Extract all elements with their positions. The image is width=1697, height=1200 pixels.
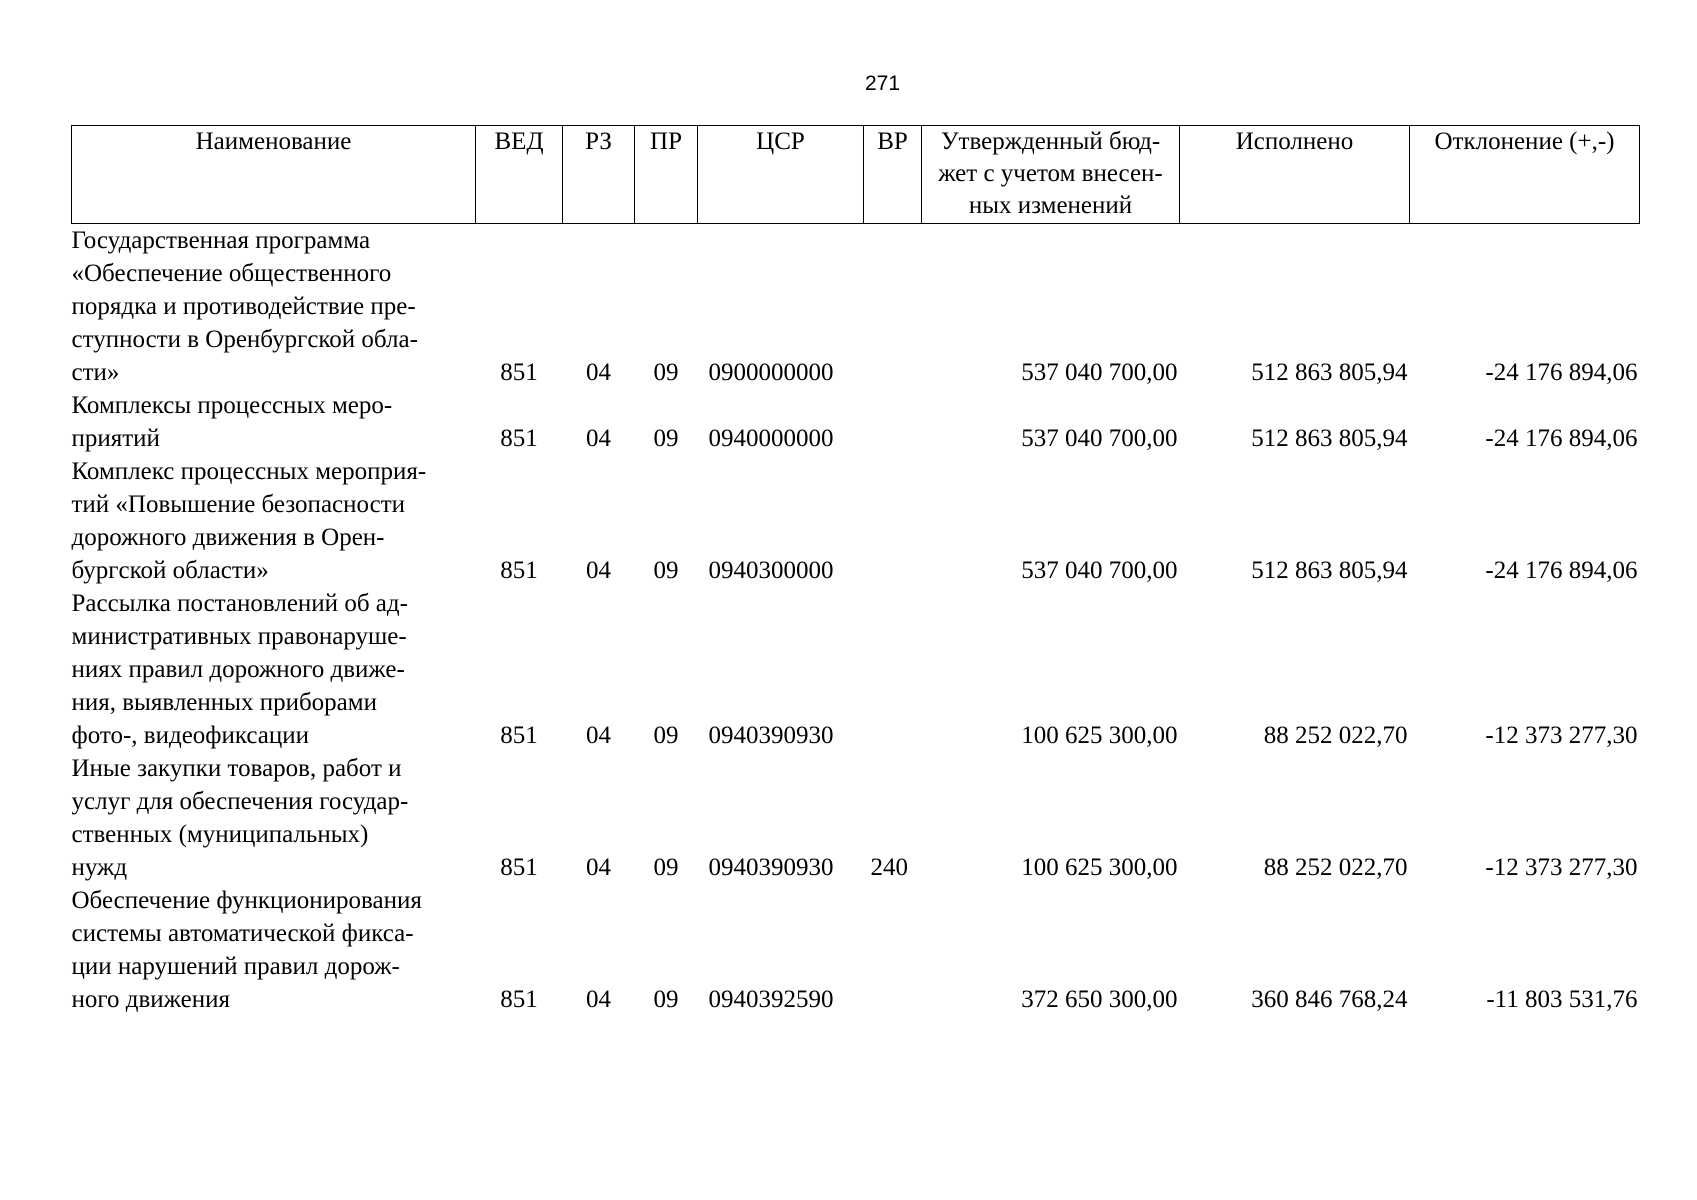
table-row [72, 587, 1640, 752]
table-row [72, 884, 1640, 1016]
row-pr: 09 [653, 557, 679, 584]
row-pr: 09 [653, 722, 679, 749]
row-csr: 0900000000 [708, 359, 834, 386]
row-name-line: ния, выявленных приборами [71, 689, 377, 716]
row-name-line: системы автоматической фикса- [71, 920, 414, 947]
row-name-line: Иные закупки товаров, работ и [71, 755, 402, 782]
row-deviation: -24 176 894,06 [1485, 425, 1638, 452]
row-approved: 537 040 700,00 [1021, 359, 1178, 386]
row-name-line: ции нарушений правил дорож- [71, 953, 400, 980]
row-pr: 09 [653, 986, 679, 1013]
row-executed: 88 252 022,70 [1263, 854, 1408, 881]
row-name [72, 224, 476, 390]
row-vr [864, 884, 922, 1016]
row-name-line: «Обеспечение общественного [71, 260, 392, 287]
row-deviation: -12 373 277,30 [1485, 854, 1638, 881]
row-name-line: порядка и противодействие пре- [71, 293, 416, 320]
row-name-line: тий «Повышение безопасности [71, 491, 406, 518]
row-deviation: -24 176 894,06 [1485, 557, 1638, 584]
row-name [72, 389, 476, 455]
header-approved-budget [922, 126, 1180, 224]
row-name-line: Комплексы процессных меро- [71, 392, 393, 419]
header-deviation: Отклонение (+,-) [1410, 126, 1640, 224]
row-ved: 851 [500, 359, 538, 386]
row-name-line: ного движения [71, 986, 230, 1013]
row-pr: 09 [653, 854, 679, 881]
table-row [72, 224, 1640, 390]
row-name-line: приятий [71, 425, 160, 452]
row-name [72, 455, 476, 587]
row-approved: 537 040 700,00 [1021, 557, 1178, 584]
row-approved: 537 040 700,00 [1021, 425, 1178, 452]
row-vr [864, 587, 922, 752]
row-ved: 851 [500, 557, 538, 584]
row-pr: 09 [653, 359, 679, 386]
row-executed: 512 863 805,94 [1251, 425, 1408, 452]
page-number: 271 [864, 72, 901, 95]
budget-execution-table [71, 125, 1640, 1016]
row-pr: 09 [653, 425, 679, 452]
row-name-line: ниях правил дорожного движе- [71, 656, 405, 683]
header-ved: ВЕД [476, 126, 563, 224]
row-ved: 851 [500, 425, 538, 452]
row-name-line: бургской области» [71, 557, 269, 584]
row-name-line: ступности в Оренбургской обла- [71, 326, 418, 353]
row-name-line: Обеспечение функционирования [71, 887, 422, 914]
row-rz: 04 [586, 986, 611, 1013]
row-name-line: сти» [71, 359, 120, 386]
row-ved: 851 [500, 986, 538, 1013]
row-vr [864, 224, 922, 390]
row-deviation: -11 803 531,76 [1486, 986, 1638, 1013]
row-csr: 0940392590 [708, 986, 834, 1013]
row-executed: 512 863 805,94 [1251, 557, 1408, 584]
row-csr: 0940390930 [708, 854, 834, 881]
row-rz: 04 [586, 557, 611, 584]
table-row [72, 752, 1640, 884]
row-name-line: министративных правонаруше- [71, 623, 407, 650]
row-vr [864, 455, 922, 587]
row-approved: 372 650 300,00 [1021, 986, 1178, 1013]
row-name-line: фото-, видеофиксации [71, 722, 310, 749]
header-approved-line-2: жет с учетом внесен- [938, 160, 1163, 187]
row-vr: 240 [870, 854, 908, 881]
row-executed: 512 863 805,94 [1251, 359, 1408, 386]
row-csr: 0940390930 [708, 722, 834, 749]
row-approved: 100 625 300,00 [1021, 722, 1178, 749]
row-csr: 0940000000 [708, 425, 834, 452]
row-deviation: -24 176 894,06 [1485, 359, 1638, 386]
row-name [72, 587, 476, 752]
row-name-line: Рассылка постановлений об ад- [71, 590, 408, 617]
header-pr: ПР [635, 126, 698, 224]
row-executed: 88 252 022,70 [1263, 722, 1408, 749]
row-name-line: ственных (муниципальных) [71, 821, 369, 848]
header-csr: ЦСР [698, 126, 864, 224]
row-executed: 360 846 768,24 [1251, 986, 1408, 1013]
row-csr: 0940300000 [708, 557, 834, 584]
row-rz: 04 [586, 359, 611, 386]
row-approved: 100 625 300,00 [1021, 854, 1178, 881]
row-deviation: -12 373 277,30 [1485, 722, 1638, 749]
row-name-line: Комплекс процессных мероприя- [71, 458, 427, 485]
header-vr: ВР [864, 126, 922, 224]
header-rz: РЗ [563, 126, 635, 224]
row-ved: 851 [500, 722, 538, 749]
table-header [72, 126, 1640, 224]
header-approved-line-3: ных изменений [968, 192, 1133, 219]
row-name-line: услуг для обеспечения государ- [71, 788, 409, 815]
header-row [72, 126, 1640, 224]
row-name-line: Государственная программа [71, 227, 371, 254]
row-rz: 04 [586, 722, 611, 749]
row-rz: 04 [586, 854, 611, 881]
header-approved-line-1: Утвержденный бюд- [940, 128, 1161, 155]
row-vr [864, 389, 922, 455]
row-name-line: нужд [71, 854, 128, 881]
row-rz: 04 [586, 425, 611, 452]
row-name [72, 884, 476, 1016]
row-ved: 851 [500, 854, 538, 881]
row-name [72, 752, 476, 884]
table-body [72, 224, 1640, 1017]
table-row [72, 455, 1640, 587]
header-executed: Исполнено [1180, 126, 1410, 224]
table-row [72, 389, 1640, 455]
header-name: Наименование [72, 126, 476, 224]
row-name-line: дорожного движения в Орен- [71, 524, 385, 551]
